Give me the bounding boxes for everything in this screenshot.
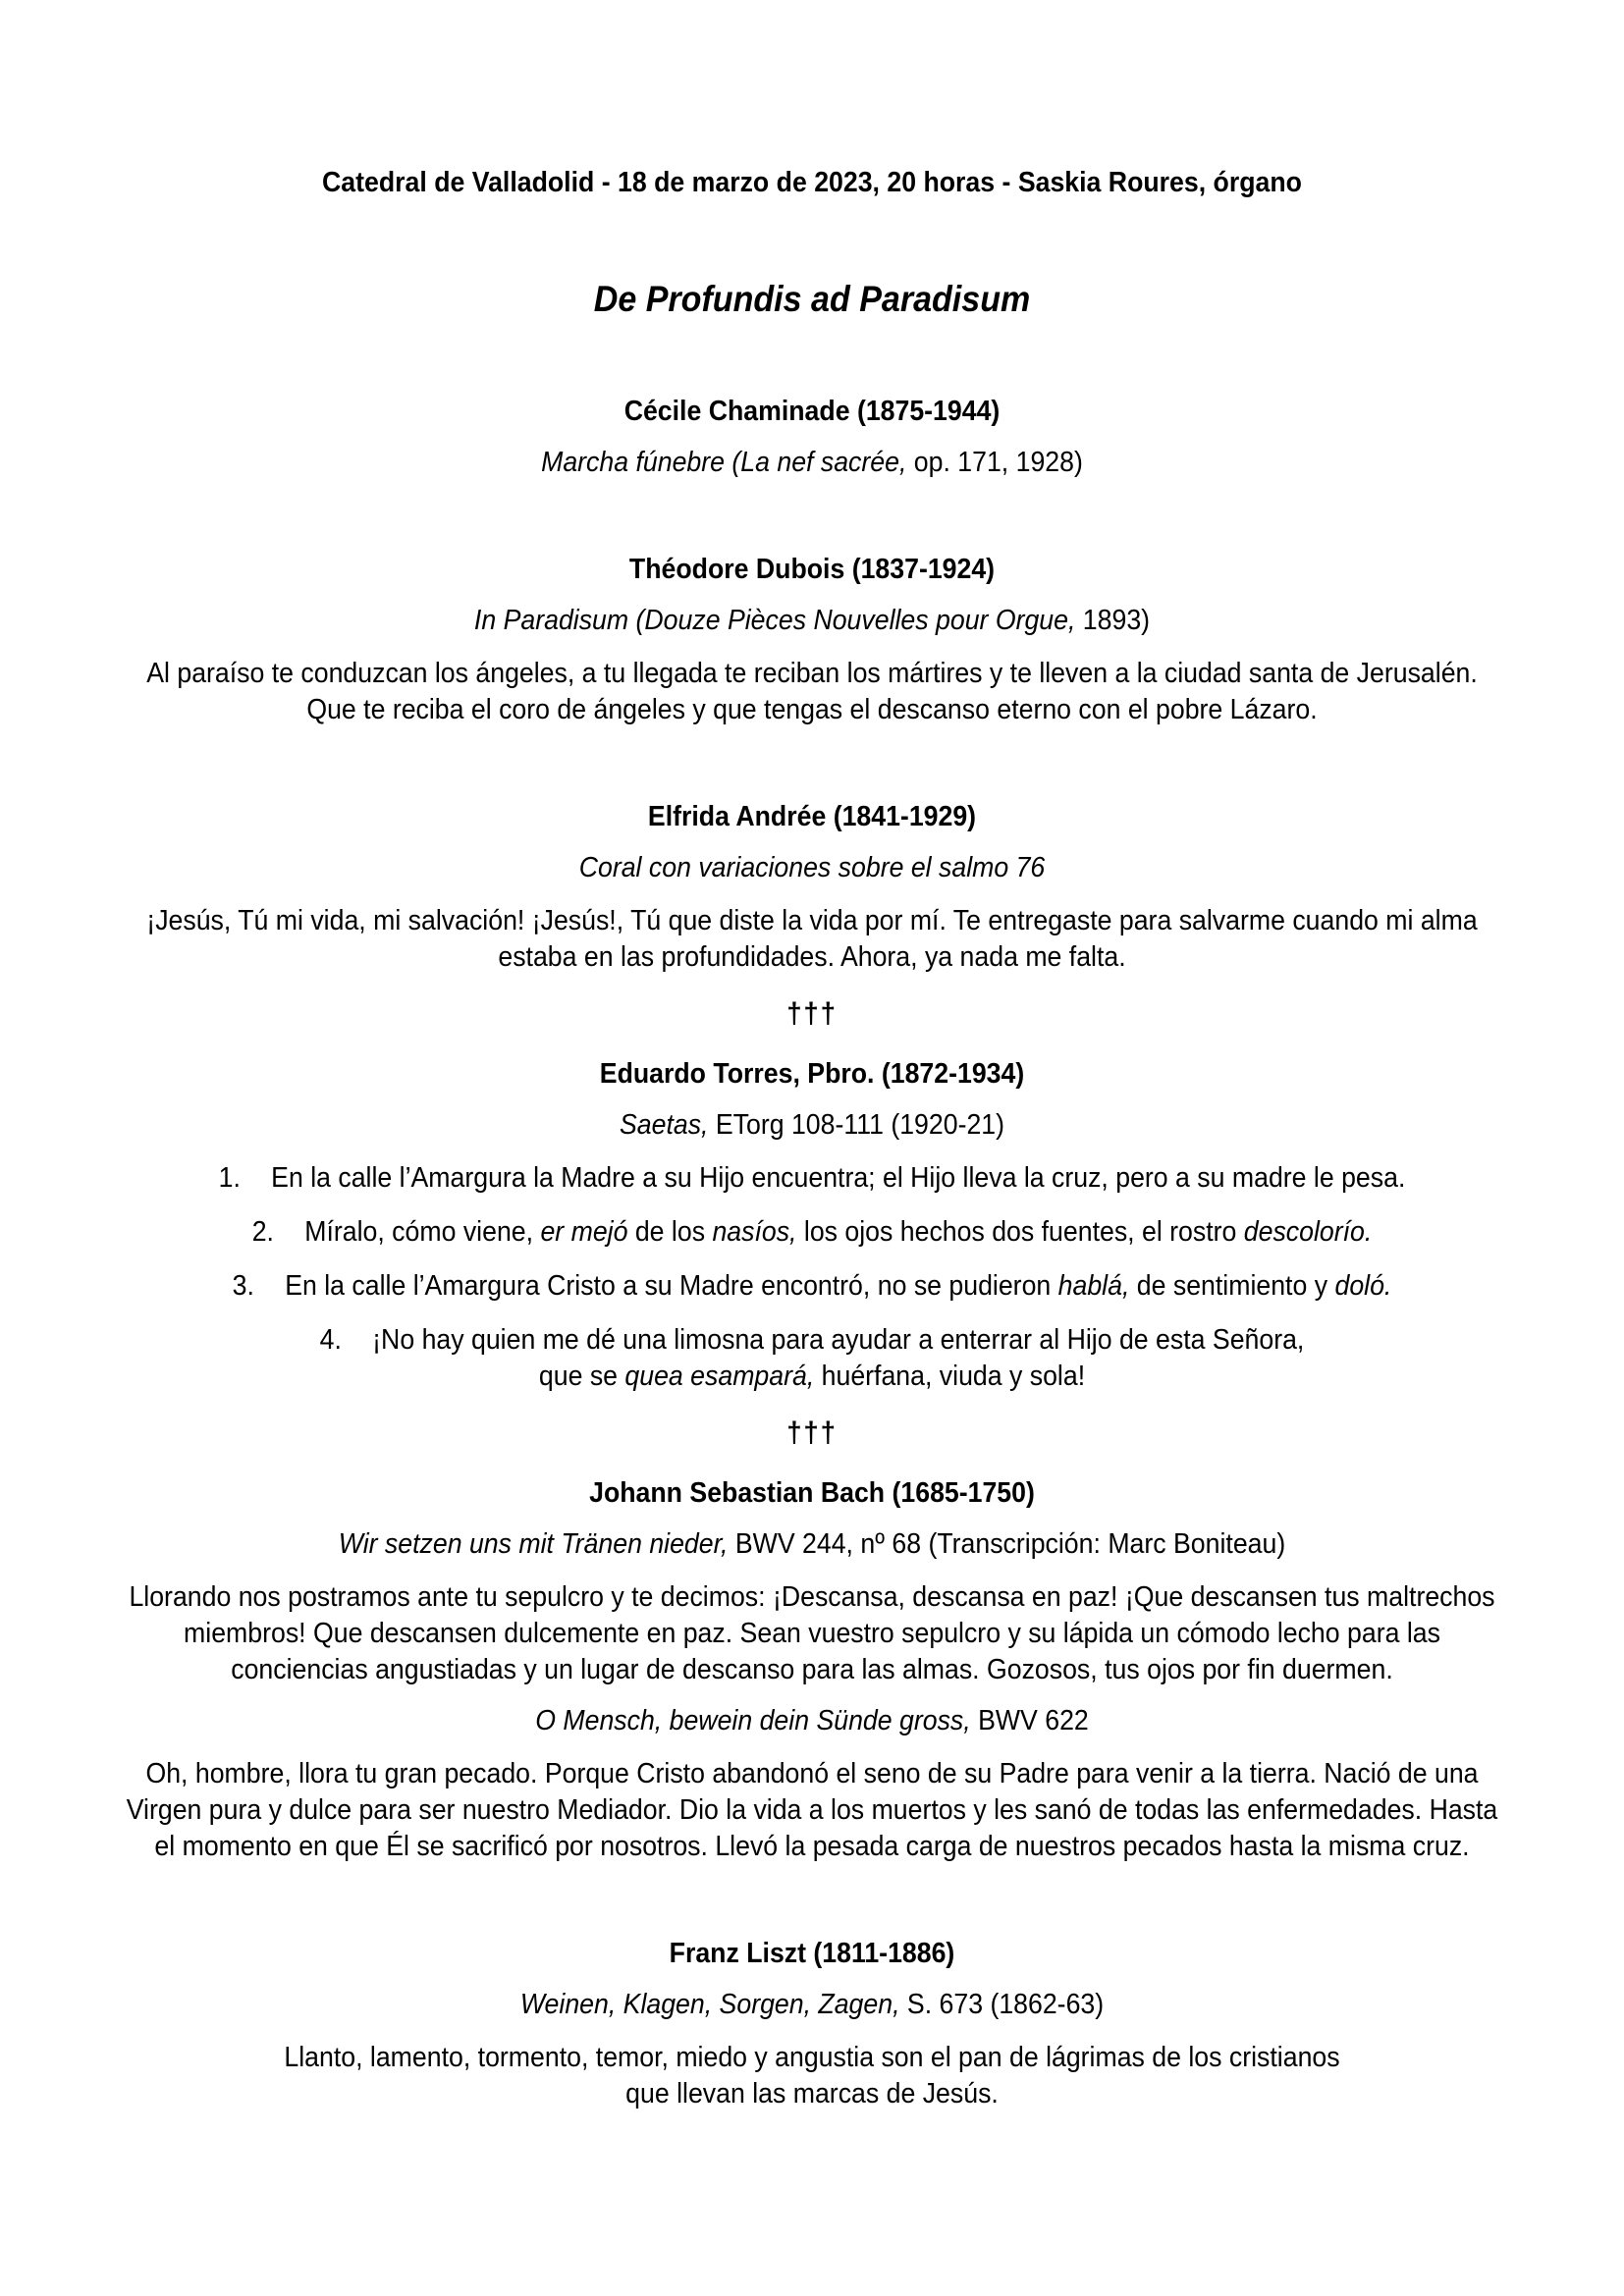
program-note-line: estaba en las profundidades. Ahora, ya nada me falta.: [498, 941, 1126, 973]
composer-liszt: Franz Liszt (1811-1886): [669, 1938, 955, 1969]
saeta-text-italic: descolorío.: [1243, 1216, 1373, 1248]
program-content: [65, 0, 1559, 2112]
program-note-line: miembros! Que descansen dulcemente en paz. Sean vuestro sepulcro y su lápida un cómodo lecho para las: [184, 1618, 1440, 1649]
divider-crosses: †††: [786, 1416, 838, 1449]
work-title-liszt: [65, 1987, 1559, 2023]
composer-bach: Johann Sebastian Bach (1685-1750): [589, 1477, 1035, 1509]
saeta-text: de sentimiento y: [1129, 1270, 1335, 1302]
composer-torres: Eduardo Torres, Pbro. (1872-1934): [599, 1058, 1025, 1090]
saeta-text: Míralo, cómo viene,: [304, 1216, 541, 1248]
program-note-line: el momento en que Él se sacrificó por nosotros. Llevó la pesada carga de nuestros pecados hasta la misma cruz.: [154, 1831, 1470, 1862]
work-title-italic: Wir setzen uns mit Tränen nieder,: [338, 1528, 729, 1560]
work-title-roman: 1893): [1075, 605, 1151, 636]
program-note-line: Virgen pura y dulce para ser nuestro Mediador. Dio la vida a los muertos y les sanó de todas las enfermedades. Hasta: [126, 1794, 1498, 1826]
saeta-item-4: [65, 1322, 1559, 1359]
saeta-text: huérfana, viuda y sola!: [814, 1361, 1086, 1392]
saeta-text: En la calle l’Amargura la Madre a su Hijo encuentra; el Hijo lleva la cruz, pero a su madre le pesa.: [271, 1162, 1406, 1194]
saeta-text: que se: [538, 1361, 625, 1392]
saeta-number: 2.: [251, 1216, 274, 1248]
program-note-line: Al paraíso te conduzcan los ángeles, a tu llegada te reciban los mártires y te lleven a la ciudad santa de Jerusalén.: [146, 658, 1478, 689]
saeta-item-4-continuation: [65, 1359, 1559, 1395]
saeta-item-2: [65, 1214, 1559, 1251]
saeta-text: ¡No hay quien me dé una limosna para ayudar a enterrar al Hijo de esta Señora,: [372, 1324, 1305, 1356]
saeta-text-italic: quea esampará,: [624, 1361, 815, 1392]
saeta-number: 3.: [232, 1270, 254, 1302]
program-note-line: Que te reciba el coro de ángeles y que tengas el descanso eterno con el pobre Lázaro.: [306, 694, 1318, 725]
program-note-line: Oh, hombre, llora tu gran pecado. Porque Cristo abandonó el seno de su Padre para venir a la tierra. Nació de una: [145, 1758, 1479, 1789]
saeta-item-1: [65, 1160, 1559, 1197]
work-title-chaminade: [65, 445, 1559, 481]
composer-dubois: Théodore Dubois (1837-1924): [628, 554, 996, 585]
divider-crosses: †††: [786, 997, 838, 1030]
saeta-item-3: [65, 1268, 1559, 1305]
program-note-line: que llevan las marcas de Jesús.: [625, 2078, 999, 2109]
work-title-bach-1: [65, 1526, 1559, 1563]
work-title-roman: S. 673 (1862-63): [899, 1989, 1105, 2020]
saeta-text: En la calle l’Amargura Cristo a su Madre encontró, no se pudieron: [285, 1270, 1058, 1302]
work-title-italic: Saetas,: [619, 1109, 709, 1141]
program-title: De Profundis ad Paradisum: [593, 279, 1031, 319]
composer-chaminade: Cécile Chaminade (1875-1944): [623, 396, 1001, 427]
saeta-text: los ojos hechos dos fuentes, el rostro: [796, 1216, 1244, 1248]
saeta-text-italic: doló.: [1334, 1270, 1392, 1302]
work-title-roman: op. 171, 1928): [906, 447, 1083, 478]
work-title-torres: [65, 1107, 1559, 1144]
saeta-text: de los: [634, 1216, 713, 1248]
work-title-italic: Marcha fúnebre (La nef sacrée,: [541, 447, 907, 478]
saeta-number: 4.: [319, 1324, 342, 1356]
program-note-line: Llanto, lamento, tormento, temor, miedo y angustia son el pan de lágrimas de los cristianos: [284, 2042, 1340, 2073]
saeta-text-italic: nasíos,: [712, 1216, 797, 1248]
work-title-italic: O Mensch, bewein dein Sünde gross,: [535, 1705, 971, 1736]
saeta-number: 1.: [218, 1162, 241, 1194]
composer-andree: Elfrida Andrée (1841-1929): [647, 801, 977, 832]
work-title-italic: In Paradisum (Douze Pièces Nouvelles pour Orgue,: [473, 605, 1076, 636]
saeta-text-italic: er mejó: [540, 1216, 635, 1248]
program-note-line: conciencias angustiadas y un lugar de descanso para las almas. Gozosos, tus ojos por fin duermen.: [231, 1654, 1393, 1685]
work-title-roman: BWV 244, nº 68 (Transcripción: Marc Boniteau): [728, 1528, 1286, 1560]
work-title-dubois: [65, 603, 1559, 639]
work-title-roman: BWV 622: [970, 1705, 1089, 1736]
event-header: Catedral de Valladolid - 18 de marzo de 2023, 20 horas - Saskia Roures, órgano: [322, 167, 1302, 198]
program-note-line: Llorando nos postramos ante tu sepulcro y te decimos: ¡Descansa, descansa en paz! ¡Que descansen tus maltrechos: [129, 1581, 1495, 1613]
work-title-bach-2: [65, 1703, 1559, 1739]
program-note-line: ¡Jesús, Tú mi vida, mi salvación! ¡Jesús!, Tú que diste la vida por mí. Te entregaste para salvarme cuando mi alma: [146, 905, 1478, 936]
work-title-andree: Coral con variaciones sobre el salmo 76: [578, 852, 1046, 883]
saeta-text-italic: hablá,: [1057, 1270, 1130, 1302]
work-title-italic: Weinen, Klagen, Sorgen, Zagen,: [519, 1989, 900, 2020]
work-title-roman: ETorg 108-111 (1920-21): [708, 1109, 1005, 1141]
